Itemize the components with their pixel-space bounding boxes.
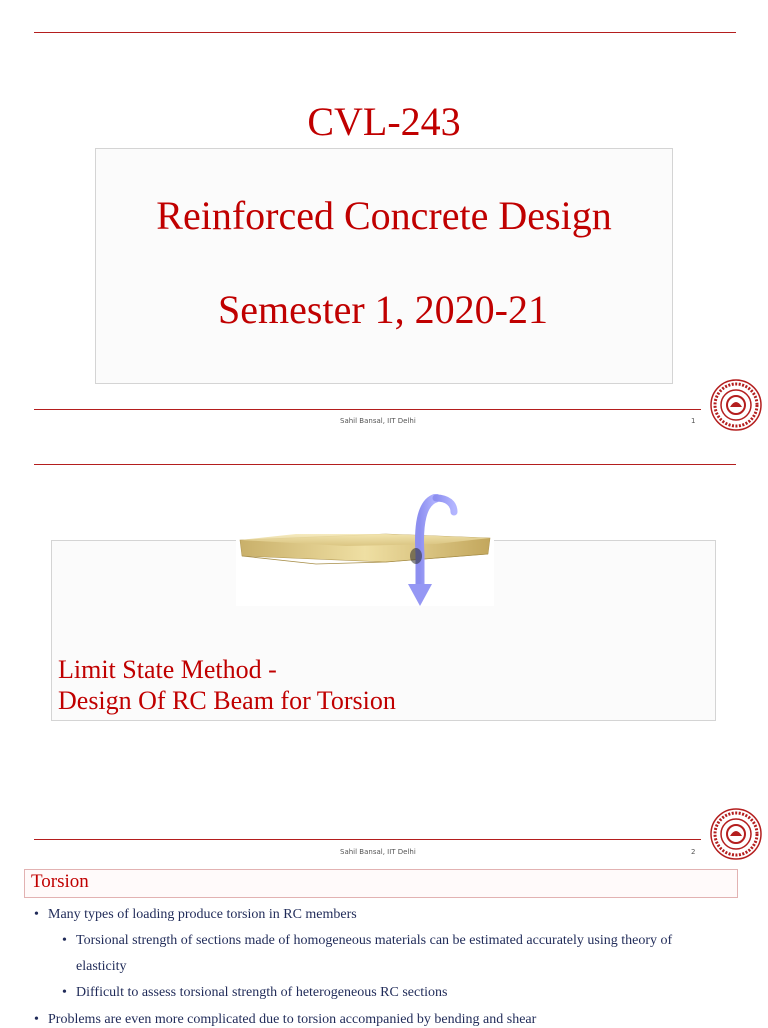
slide1-title: Reinforced Concrete Design	[156, 193, 612, 238]
list-item	[34, 1012, 536, 1028]
slide1-page-number: 1	[691, 417, 696, 425]
slide1-semester: Semester 1, 2020-21	[218, 287, 548, 332]
list-item-continuation	[62, 959, 127, 975]
bullet-text: Torsional strength of sections made of homogeneous materials can be estimated accurately using theory of	[76, 933, 673, 948]
iit-delhi-seal-icon	[710, 379, 762, 431]
bullet-dot: •	[34, 1012, 39, 1027]
list-item	[34, 907, 357, 923]
course-code: CVL-243	[307, 99, 461, 144]
bullet-text: Problems are even more complicated due to torsion accompanied by bending and shear	[48, 1012, 537, 1027]
torsion-arrow-icon	[412, 494, 462, 610]
list-item	[62, 933, 672, 949]
slide1-footer: Sahil Bansal, IIT Delhi	[340, 417, 416, 425]
slide1-title-box	[95, 148, 673, 384]
slide2-title-line2: Design Of RC Beam for Torsion	[58, 686, 396, 715]
slide2-footer-rule	[34, 839, 701, 840]
bullet-dot: •	[62, 933, 67, 948]
bullet-text: Many types of loading produce torsion in RC members	[48, 907, 357, 922]
bullet-dot: •	[62, 985, 67, 1000]
slide3-heading: Torsion	[31, 871, 89, 892]
slide2-page-number: 2	[691, 848, 696, 856]
slide3-heading-box	[24, 869, 738, 898]
slide2-footer: Sahil Bansal, IIT Delhi	[340, 848, 416, 856]
slide2-top-rule	[34, 464, 736, 465]
bullet-text: Difficult to assess torsional strength of heterogeneous RC sections	[76, 985, 448, 1000]
iit-delhi-seal-icon	[710, 808, 762, 860]
slide2-title-line1: Limit State Method -	[58, 655, 277, 684]
bullet-text: elasticity	[76, 959, 127, 974]
slide1-top-rule	[34, 32, 736, 33]
list-item	[62, 985, 447, 1001]
bullet-dot: •	[34, 907, 39, 922]
slide1-footer-rule	[34, 409, 701, 410]
